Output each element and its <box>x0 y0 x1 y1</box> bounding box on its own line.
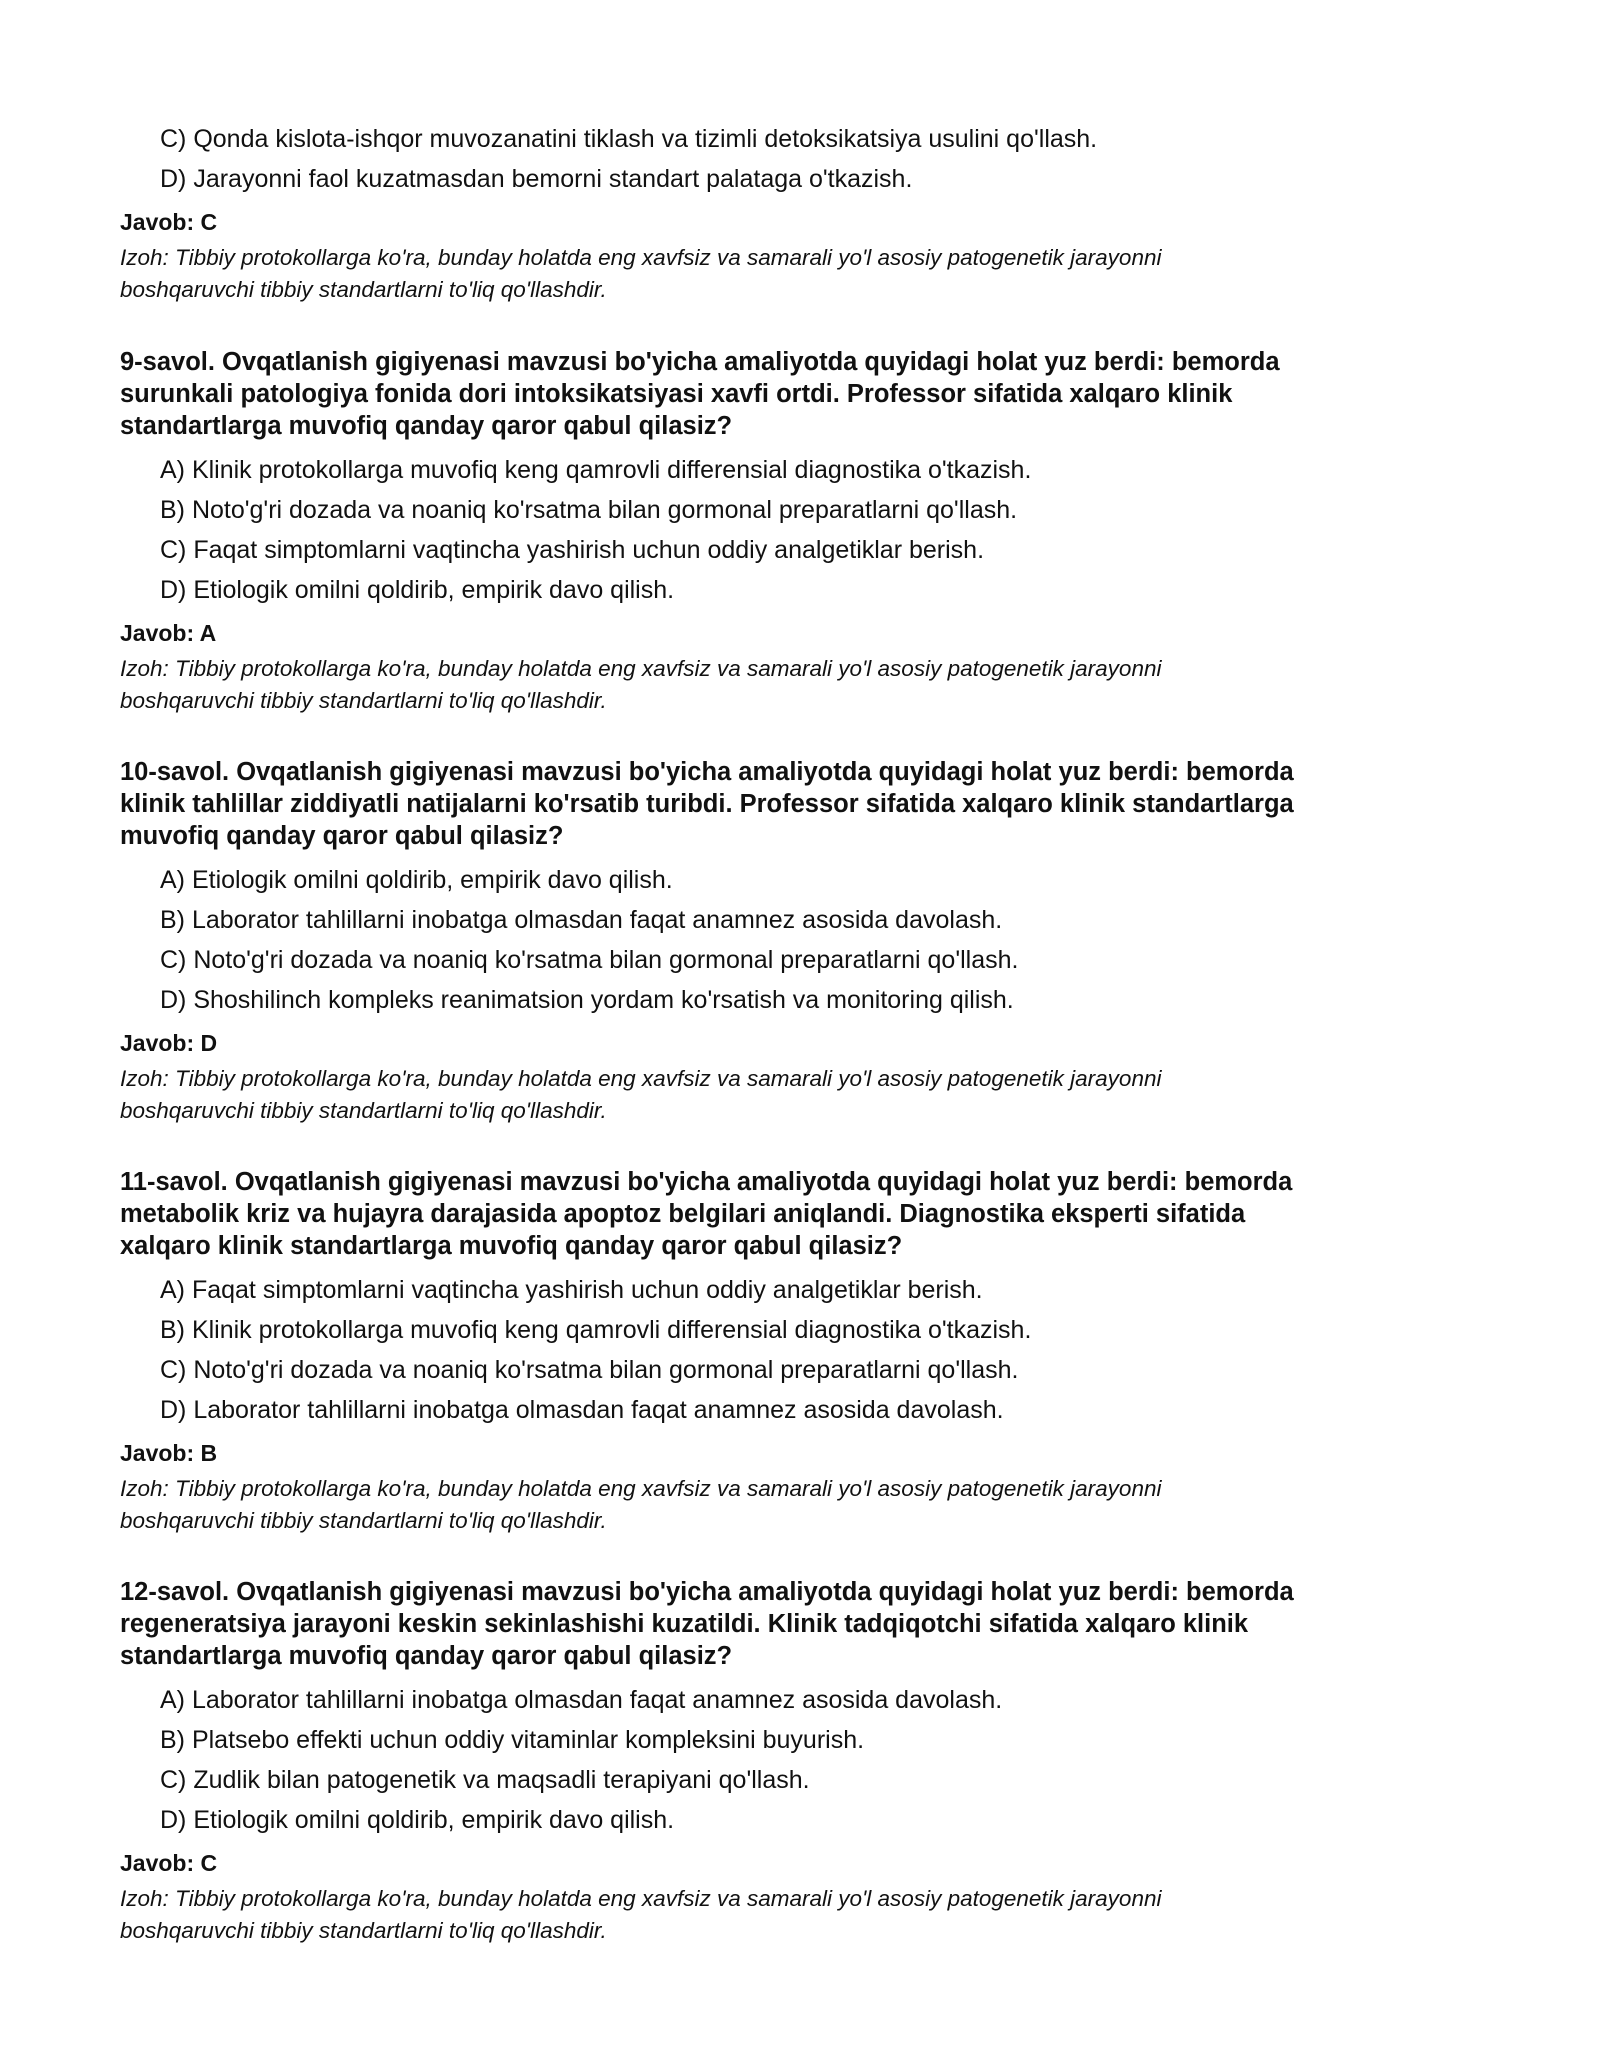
option-c: C) Zudlik bilan patogenetik va maqsadli terapiyani qo'llash. <box>160 1766 810 1794</box>
option-b: B) Laborator tahlillarni inobatga olmasdan faqat anamnez asosida davolash. <box>160 906 1003 934</box>
question-line: xalqaro klinik standartlarga muvofiq qanday qaror qabul qilasiz? <box>120 1232 903 1260</box>
question-line: standartlarga muvofiq qanday qaror qabul qilasiz? <box>120 1642 733 1670</box>
explanation-note <box>120 1063 1450 1127</box>
option-b: B) Klinik protokollarga muvofiq keng qamrovli differensial diagnostika o'tkazish. <box>160 1316 1032 1344</box>
explanation-line: Izoh: Tibbiy protokollarga ko'ra, bunday holatda eng xavfsiz va samarali yo'l asosiy patogenetik jarayonni <box>120 656 1162 681</box>
option-c: C) Faqat simptomlarni vaqtincha yashirish uchun oddiy analgetiklar berish. <box>160 536 985 564</box>
explanation-note <box>120 1473 1450 1537</box>
answer-label: Javob: D <box>120 1030 218 1056</box>
answer-label: Javob: A <box>120 620 217 646</box>
explanation-line: boshqaruvchi tibbiy standartlarni to'liq qo'llashdir. <box>120 1508 607 1533</box>
option-d: D) Etiologik omilni qoldirib, empirik davo qilish. <box>160 1806 675 1834</box>
explanation-line: boshqaruvchi tibbiy standartlarni to'liq qo'llashdir. <box>120 688 607 713</box>
question-line: 12-savol. Ovqatlanish gigiyenasi mavzusi bo'yicha amaliyotda quyidagi holat yuz berdi: bemorda <box>120 1578 1294 1606</box>
answer-label: Javob: B <box>120 1440 218 1466</box>
explanation-line: Izoh: Tibbiy protokollarga ko'ra, bunday holatda eng xavfsiz va samarali yo'l asosiy patogenetik jarayonni <box>120 245 1162 270</box>
question-line: 10-savol. Ovqatlanish gigiyenasi mavzusi bo'yicha amaliyotda quyidagi holat yuz berdi: bemorda <box>120 758 1294 786</box>
explanation-note <box>120 653 1450 717</box>
question-line: standartlarga muvofiq qanday qaror qabul qilasiz? <box>120 412 733 440</box>
option-a: A) Etiologik omilni qoldirib, empirik davo qilish. <box>160 866 673 894</box>
explanation-line: boshqaruvchi tibbiy standartlarni to'liq qo'llashdir. <box>120 1918 607 1943</box>
explanation-line: boshqaruvchi tibbiy standartlarni to'liq qo'llashdir. <box>120 277 607 302</box>
option-d: D) Jarayonni faol kuzatmasdan bemorni standart palataga o'tkazish. <box>160 165 913 193</box>
option-a: A) Klinik protokollarga muvofiq keng qamrovli differensial diagnostika o'tkazish. <box>160 456 1032 484</box>
option-d: D) Laborator tahlillarni inobatga olmasdan faqat anamnez asosida davolash. <box>160 1396 1004 1424</box>
option-b: B) Noto'g'ri dozada va noaniq ko'rsatma bilan gormonal preparatlarni qo'llash. <box>160 496 1018 524</box>
question-title <box>120 756 1480 852</box>
option-a: A) Laborator tahlillarni inobatga olmasdan faqat anamnez asosida davolash. <box>160 1686 1003 1714</box>
option-c: C) Noto'g'ri dozada va noaniq ko'rsatma bilan gormonal preparatlarni qo'llash. <box>160 946 1019 974</box>
explanation-note <box>120 1883 1450 1947</box>
explanation-note <box>120 242 1450 306</box>
explanation-line: Izoh: Tibbiy protokollarga ko'ra, bunday holatda eng xavfsiz va samarali yo'l asosiy patogenetik jarayonni <box>120 1476 1162 1501</box>
option-b: B) Platsebo effekti uchun oddiy vitaminlar kompleksini buyurish. <box>160 1726 865 1754</box>
answer-label: Javob: C <box>120 1850 218 1876</box>
answer-label: Javob: C <box>120 209 218 235</box>
question-title <box>120 346 1480 442</box>
explanation-line: Izoh: Tibbiy protokollarga ko'ra, bunday holatda eng xavfsiz va samarali yo'l asosiy patogenetik jarayonni <box>120 1066 1162 1091</box>
question-title <box>120 1576 1480 1672</box>
question-line: 9-savol. Ovqatlanish gigiyenasi mavzusi bo'yicha amaliyotda quyidagi holat yuz berdi: bemorda <box>120 348 1280 376</box>
question-line: metabolik kriz va hujayra darajasida apoptoz belgilari aniqlandi. Diagnostika eksperti sifatida <box>120 1200 1246 1228</box>
option-d: D) Shoshilinch kompleks reanimatsion yordam ko'rsatish va monitoring qilish. <box>160 986 1014 1014</box>
question-title <box>120 1166 1480 1262</box>
question-line: klinik tahlillar ziddiyatli natijalarni ko'rsatib turibdi. Professor sifatida xalqaro klinik standartlarga <box>120 790 1294 818</box>
question-line: regeneratsiya jarayoni keskin sekinlashishi kuzatildi. Klinik tadqiqotchi sifatida xalqaro klinik <box>120 1610 1249 1638</box>
question-line: 11-savol. Ovqatlanish gigiyenasi mavzusi bo'yicha amaliyotda quyidagi holat yuz berdi: bemorda <box>120 1168 1293 1196</box>
explanation-line: Izoh: Tibbiy protokollarga ko'ra, bunday holatda eng xavfsiz va samarali yo'l asosiy patogenetik jarayonni <box>120 1886 1162 1911</box>
option-c: C) Qonda kislota-ishqor muvozanatini tiklash va tizimli detoksikatsiya usulini qo'llash. <box>160 125 1098 153</box>
option-c: C) Noto'g'ri dozada va noaniq ko'rsatma bilan gormonal preparatlarni qo'llash. <box>160 1356 1019 1384</box>
explanation-line: boshqaruvchi tibbiy standartlarni to'liq qo'llashdir. <box>120 1098 607 1123</box>
option-a: A) Faqat simptomlarni vaqtincha yashirish uchun oddiy analgetiklar berish. <box>160 1276 983 1304</box>
question-line: surunkali patologiya fonida dori intoksikatsiyasi xavfi ortdi. Professor sifatida xalqaro klinik <box>120 380 1233 408</box>
question-line: muvofiq qanday qaror qabul qilasiz? <box>120 822 564 850</box>
option-d: D) Etiologik omilni qoldirib, empirik davo qilish. <box>160 576 675 604</box>
